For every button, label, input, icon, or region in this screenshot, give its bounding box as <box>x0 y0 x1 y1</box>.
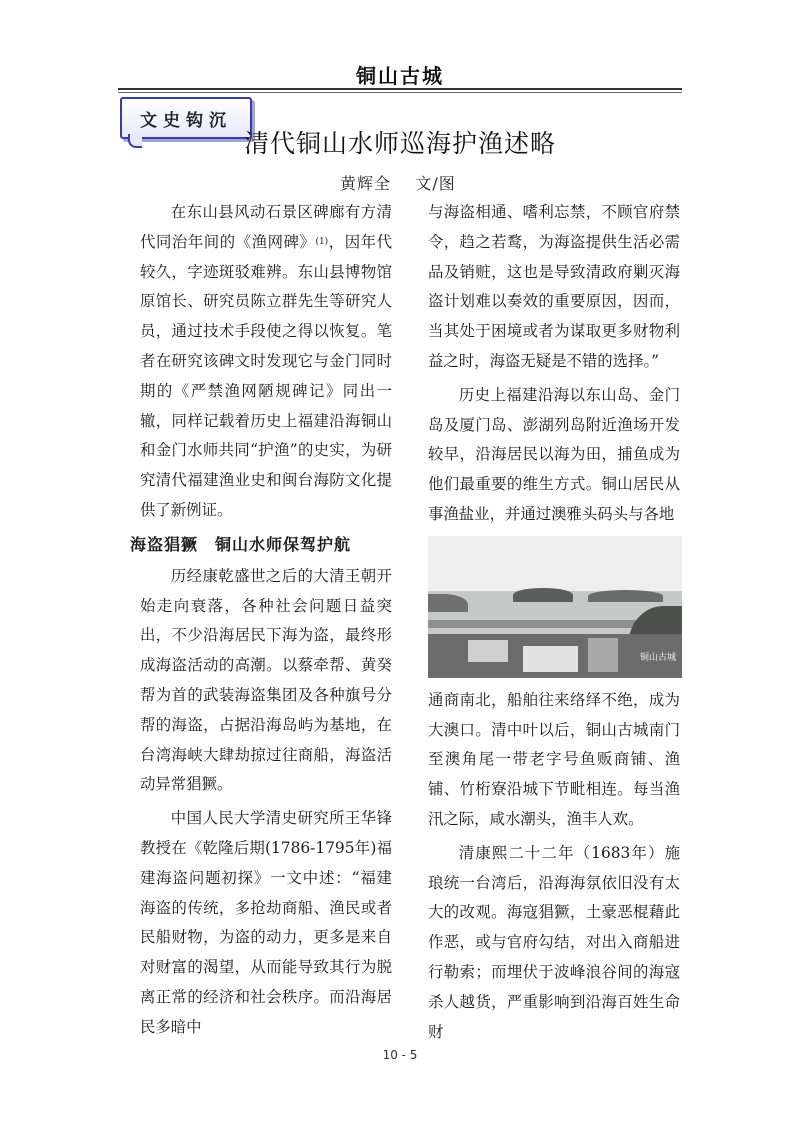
left-column <box>130 198 392 1043</box>
page-number: 10 - 5 <box>382 1048 418 1062</box>
body-paragraph: 中国人民大学清史研究所王华锋教授在《乾隆后期(1786-1795年)福建海盗问题初探》一文中述：“福建海盗的传统，多抢劫商船、渔民或者民船财物，为盗的动力，更多是来自对财富的渴望，从而能导致其行为脱离正常的经济和社会秩序。而沿海居民多暗中 <box>140 809 392 1036</box>
article-title: 清代铜山水师巡海护渔述略 <box>243 129 556 158</box>
intro-paragraph <box>140 198 392 526</box>
column-tag-scroll: 文史钩沉 <box>120 97 252 139</box>
harbor-photo <box>428 536 682 678</box>
header-rule-thick <box>118 88 682 90</box>
photo-watermark: 铜山古城 <box>639 652 676 663</box>
body-paragraph: 历史上福建沿海以东山岛、金门岛及厦门岛、澎湖列岛附近渔场开发较早，沿海居民以海为田，捕鱼成为他们最重要的维生方式。铜山居民从事渔盐业，并通过澳雅头码头与各地 <box>428 385 680 523</box>
body-paragraph: 通商南北，船舶往来络绎不绝，成为大澳口。清中叶以后，铜山古城南门至澳角尾一带老字号鱼贩商铺、渔铺、竹桁寮沿城下节毗相连。每当渔汛之际，咸水潮头，渔丰人欢。 <box>428 690 680 828</box>
body-paragraph: 清康熙二十二年（1683年）施琅统一台湾后，沿海海氛依旧没有太大的改观。海寇猖獗，土豪恶棍藉此作恶，或与官府勾结，对出入商船进行勒索；而埋伏于波峰浪谷间的海寇杀人越货，严重影响到沿海百姓生命财 <box>428 843 680 1041</box>
body-paragraph: 与海盗相通、嗜利忘禁，不顾官府禁令，趋之若鹜，为海盗提供生活必需品及销赃，这也是导致清政府剿灭海盗计划难以奏效的重要原因，因而，当其处于困境或者为谋取更多财物利益之时，海盗无疑是不错的选择。” <box>428 203 680 370</box>
intro-text-a: 在东山县风动石景区碑廊有方清代同治年间的《渔网碑》 <box>140 203 392 251</box>
running-title: 铜山古城 <box>356 64 444 88</box>
header-rule-thin <box>118 92 682 93</box>
right-column <box>428 198 680 1047</box>
body-paragraph: 历经康乾盛世之后的大清王朝开始走向衰落，各种社会问题日益突出，不少沿海居民下海为盗，最终形成海盗活动的高潮。以蔡牵帮、黄癸帮为首的武装海盗集团及各种旗号分帮的海盗，占据沿海岛屿为基地，在台湾海峡大肆劫掠过往商船，海盗活动异常猖獗。 <box>140 566 392 794</box>
footnote-marker: (1) <box>315 236 329 247</box>
section-heading: 海盗猖獗 铜山水师保驾护航 <box>130 534 352 554</box>
intro-text-b: ，因年代较久，字迹斑驳难辨。东山县博物馆原馆长、研究员陈立群先生等研究人员，通过技术手段使之得以恢复。笔者在研究该碑文时发现它与金门同时期的《严禁渔网陋规碑记》同出一辙，同样记载着历史上福建沿海铜山和金门水师共同“护渔”的史实，为研究清代福建渔业史和闽台海防文化提供了新例证。 <box>140 232 392 519</box>
byline: 黄辉全 文/图 <box>340 174 456 193</box>
